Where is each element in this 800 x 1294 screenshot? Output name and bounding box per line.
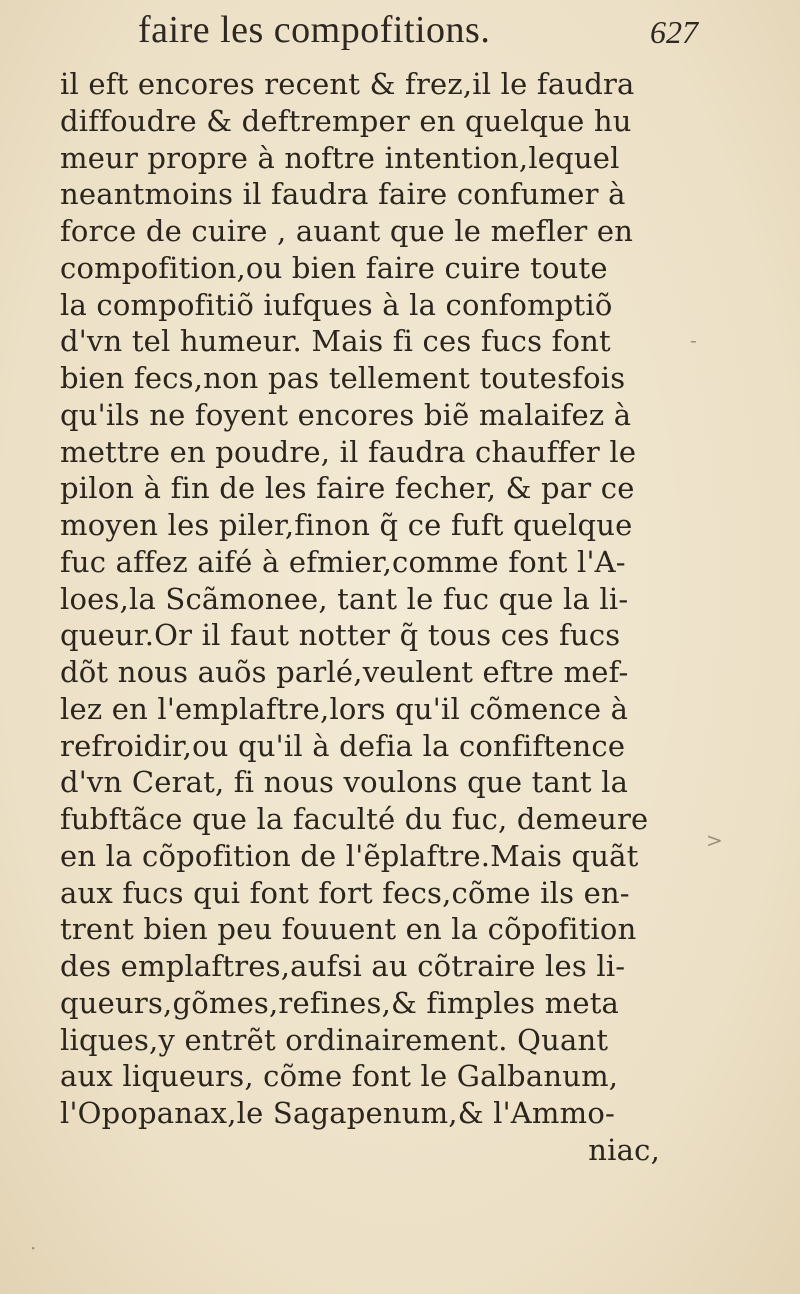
catchword: niac,: [588, 1132, 660, 1167]
body-text: [60, 66, 660, 1169]
margin-mark: -: [690, 328, 697, 352]
text-line: meur propre à noftre intention,lequel: [60, 140, 620, 175]
text-line: il eft encores recent & frez,il le faudra: [60, 67, 635, 101]
text-line: compofition,ou bien faire cuire toute: [60, 250, 608, 285]
text-line: loes,la Scãmonee, tant le fuc que la li-: [60, 581, 629, 616]
text-line: en la cõpofition de l'ẽplaftre.Mais quãt: [60, 838, 639, 873]
page-number: 627: [650, 14, 698, 50]
text-line: force de cuire , auant que le mefler en: [60, 214, 634, 248]
text-line: dõt nous auõs parlé,veulent eftre mef-: [60, 655, 629, 689]
text-line: pilon à fin de les faire fecher, & par ce: [60, 471, 635, 506]
running-head: [138, 8, 698, 60]
text-line: trent bien peu fouuent en la cõpofition: [60, 912, 637, 947]
text-line: refroidir,ou qu'il à defia la confiftence: [60, 728, 626, 763]
margin-mark: ·: [30, 1236, 37, 1260]
running-title: faire les compofitions.: [138, 9, 491, 51]
text-line: d'vn Cerat, fi nous voulons que tant la: [60, 765, 629, 800]
text-line: aux liqueurs, cõme font le Galbanum,: [60, 1059, 619, 1094]
text-line: des emplaftres,aufsi au cõtraire les li-: [60, 949, 626, 983]
text-line: queurs,gõmes,refines,& fimples meta: [60, 985, 620, 1020]
text-line: fuc affez aifé à efmier,comme font l'A-: [60, 544, 626, 579]
text-line: neantmoins il faudra faire confumer à: [60, 177, 626, 212]
text-line: mettre en poudre, il faudra chauffer le: [60, 434, 637, 469]
text-line: l'Opopanax,le Sagapenum,& l'Ammo-: [60, 1096, 615, 1130]
text-line: liques,y entrẽt ordinairement. Quant: [60, 1022, 609, 1057]
text-line: bien fecs,non pas tellement toutesfois: [60, 361, 626, 395]
text-line: la compofitiõ iufques à la confomptiõ: [60, 287, 613, 322]
text-line: diffoudre & deftremper en quelque hu: [60, 103, 632, 138]
text-line: aux fucs qui font fort fecs,cõme ils en-: [60, 875, 630, 910]
text-line: qu'ils ne foyent encores biẽ malaifez à: [60, 397, 632, 432]
text-line: lez en l'emplaftre,lors qu'il cõmence à: [60, 691, 629, 726]
text-line: moyen les piler,finon q̃ ce fuft quelque: [60, 508, 633, 542]
text-line: fubftãce que la faculté du fuc, demeure: [60, 802, 649, 836]
text-line: queur.Or il faut notter q̃ tous ces fucs: [60, 618, 621, 653]
margin-mark: >: [706, 828, 723, 852]
text-line: d'vn tel humeur. Mais fi ces fucs font: [60, 324, 611, 359]
